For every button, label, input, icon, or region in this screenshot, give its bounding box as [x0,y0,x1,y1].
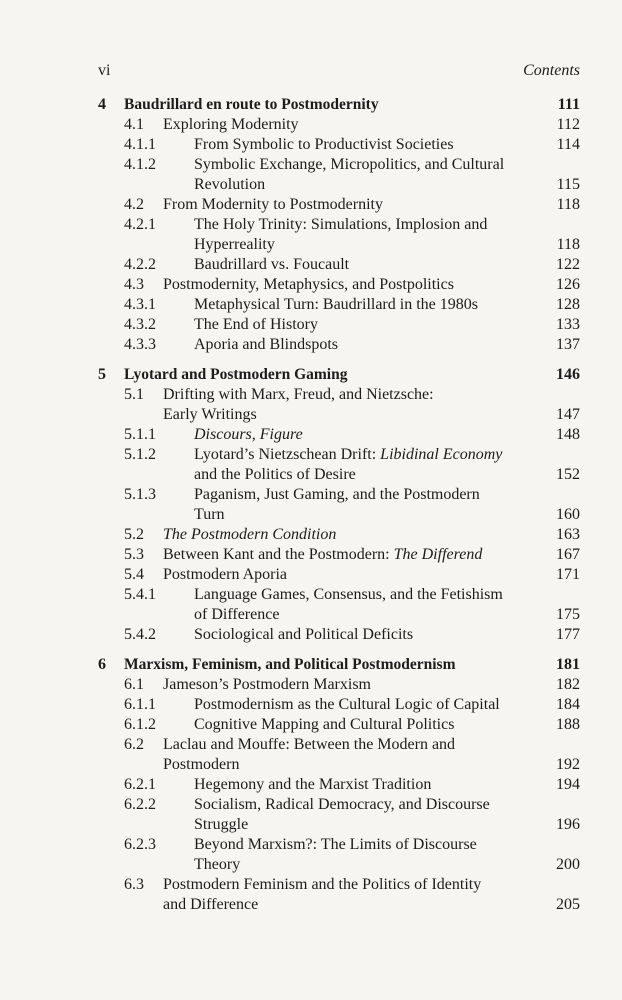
page-reference: 114 [556,136,580,153]
section-number: 5.2 [124,526,144,543]
page-reference: 128 [556,296,580,313]
section-number: 6.2.2 [124,796,156,813]
page-reference: 188 [556,716,580,733]
toc-entry [0,565,622,585]
section-number: 6.1 [124,676,144,693]
section-number: 6.1.2 [124,716,156,733]
page-reference: 194 [556,776,580,793]
section-title [163,735,560,775]
section-number: 4.1.1 [124,136,156,153]
toc-entry [0,255,622,275]
section-title [163,195,560,215]
toc-chapter-entry [0,655,622,675]
section-number: 6.2 [124,736,144,753]
section-number: 4.1.2 [124,156,156,173]
toc-entry [0,445,622,485]
section-number: 4.3.1 [124,296,156,313]
section-number: 6.3 [124,876,144,893]
toc-entry [0,425,622,445]
section-number: 4.3.2 [124,316,156,333]
section-title-line: and the Politics of Desire [194,466,356,483]
section-number: 5.1.2 [124,446,156,463]
section-title-line: Hyperreality [194,236,275,253]
section-title [194,295,560,315]
section-title [163,875,560,915]
section-number: 4 [98,96,106,113]
section-title [194,215,560,255]
toc-entry [0,275,622,295]
section-title-line: Cognitive Mapping and Cultural Politics [194,716,455,733]
toc-entry [0,545,622,565]
toc-entry [0,835,622,875]
section-title [194,485,560,525]
page-reference: 167 [556,546,580,563]
page-reference: 184 [556,696,580,713]
page-reference: 196 [556,816,580,833]
page-reference: 182 [556,676,580,693]
section-title [124,95,560,115]
toc-entry [0,585,622,625]
section-title-line: Early Writings [163,406,257,423]
section-title-line: Paganism, Just Gaming, and the Postmodern [194,486,480,503]
page-reference: 171 [556,566,580,583]
section-title-line: Marxism, Feminism, and Political Postmodernism [124,656,456,673]
section-title-line: Socialism, Radical Democracy, and Discourse [194,796,490,813]
section-title-line: Discours, Figure [194,426,303,443]
section-title-line: Postmodern [163,756,240,773]
toc-entry [0,735,622,775]
toc-entry [0,315,622,335]
section-title [163,525,560,545]
section-title [194,425,560,445]
section-title-line: The Holy Trinity: Simulations, Implosion and [194,216,488,233]
section-number: 5.1.1 [124,426,156,443]
section-title-line: Lyotard and Postmodern Gaming [124,366,348,383]
section-title-line: Between Kant and the Postmodern: The Differend [163,546,483,563]
section-title [194,445,560,485]
page-reference: 137 [556,336,580,353]
page-reference: 175 [556,606,580,623]
toc-entry [0,795,622,835]
section-title-line: Sociological and Political Deficits [194,626,414,643]
section-title [163,565,560,585]
section-title [194,335,560,355]
toc-entry [0,775,622,795]
toc-entry [0,485,622,525]
section-number: 4.3 [124,276,144,293]
section-number: 5.4.1 [124,586,156,603]
section-title-line: Hegemony and the Marxist Tradition [194,776,432,793]
section-number: 4.2.2 [124,256,156,273]
section-title [163,115,560,135]
section-title [194,625,560,645]
page-reference: 152 [556,466,580,483]
page-reference: 122 [556,256,580,273]
page-reference: 160 [556,506,580,523]
page-reference: 147 [556,406,580,423]
section-title [163,545,560,565]
section-title-line: Revolution [194,176,266,193]
section-title-line: Postmodern Feminism and the Politics of Identity [163,876,482,893]
page-reference: 148 [556,426,580,443]
section-title-line: Symbolic Exchange, Micropolitics, and Cultural [194,156,505,173]
page-reference: 118 [556,196,580,213]
section-title [194,315,560,335]
page-reference: 111 [557,96,580,113]
page-reference: 177 [556,626,580,643]
section-title-line: Aporia and Blindspots [194,336,338,353]
table-of-contents [0,95,622,915]
toc-entry [0,625,622,645]
section-title-line: of Difference [194,606,280,623]
section-number: 4.1 [124,116,144,133]
section-title [194,795,560,835]
page-number: vi [98,62,111,79]
page-reference: 133 [556,316,580,333]
section-number: 5 [98,366,106,383]
section-title-line: Postmodernism as the Cultural Logic of Capital [194,696,500,713]
toc-entry [0,335,622,355]
page-reference: 115 [556,176,580,193]
section-number: 4.3.3 [124,336,156,353]
section-title-line: Exploring Modernity [163,116,299,133]
page-reference: 163 [556,526,580,543]
section-number: 5.4.2 [124,626,156,643]
toc-entry [0,525,622,545]
section-title-line: Language Games, Consensus, and the Fetishism [194,586,503,603]
toc-entry [0,115,622,135]
section-number: 6.2.3 [124,836,156,853]
section-number: 4.2 [124,196,144,213]
section-title [194,695,560,715]
section-title-line: Struggle [194,816,249,833]
toc-entry [0,295,622,315]
page-reference: 112 [556,116,580,133]
section-title [163,675,560,695]
section-title [194,775,560,795]
toc-entry [0,715,622,735]
section-number: 5.1 [124,386,144,403]
toc-chapter-entry [0,365,622,385]
toc-entry [0,215,622,255]
page-reference: 181 [556,656,580,673]
toc-entry [0,195,622,215]
section-number: 4.2.1 [124,216,156,233]
toc-entry [0,695,622,715]
section-title [194,585,560,625]
section-title [124,365,560,385]
section-title-line: Baudrillard vs. Foucault [194,256,350,273]
section-title-line: Postmodern Aporia [163,566,287,583]
section-title-line: Beyond Marxism?: The Limits of Discourse [194,836,477,853]
section-number: 5.3 [124,546,144,563]
section-title [194,715,560,735]
section-title [194,255,560,275]
page-reference: 192 [556,756,580,773]
section-title [194,135,560,155]
page-reference: 205 [556,896,580,913]
toc-entry [0,155,622,195]
section-title-line: Jameson’s Postmodern Marxism [163,676,371,693]
section-title [194,155,560,195]
section-title-line: Postmodernity, Metaphysics, and Postpolitics [163,276,454,293]
section-title [194,835,560,875]
section-title-line: From Symbolic to Productivist Societies [194,136,454,153]
section-title-line: Turn [194,506,225,523]
section-number: 6.1.1 [124,696,156,713]
section-title [124,655,560,675]
section-title [163,385,560,425]
section-title-line: The Postmodern Condition [163,526,337,543]
section-title-line: Metaphysical Turn: Baudrillard in the 1980s [194,296,478,313]
section-title-line: Lyotard’s Nietzschean Drift: Libidinal Economy [194,446,503,463]
section-title-line: Laclau and Mouffe: Between the Modern and [163,736,456,753]
section-number: 6.2.1 [124,776,156,793]
section-title-line: Theory [194,856,241,873]
running-head: Contents [523,62,580,79]
toc-entry [0,135,622,155]
page-reference: 146 [556,366,580,383]
section-number: 5.4 [124,566,144,583]
section-title-line: and Difference [163,896,259,913]
section-number: 5.1.3 [124,486,156,503]
section-number: 6 [98,656,106,673]
toc-entry [0,675,622,695]
page-header [98,62,580,86]
toc-entry [0,875,622,915]
page-reference: 118 [556,236,580,253]
section-title-line: From Modernity to Postmodernity [163,196,383,213]
page-reference: 200 [556,856,580,873]
section-title-line: Baudrillard en route to Postmodernity [124,96,379,113]
section-title-line: The End of History [194,316,318,333]
section-title [163,275,560,295]
toc-chapter-entry [0,95,622,115]
section-title-line: Drifting with Marx, Freud, and Nietzsche: [163,386,434,403]
page-reference: 126 [556,276,580,293]
toc-entry [0,385,622,425]
